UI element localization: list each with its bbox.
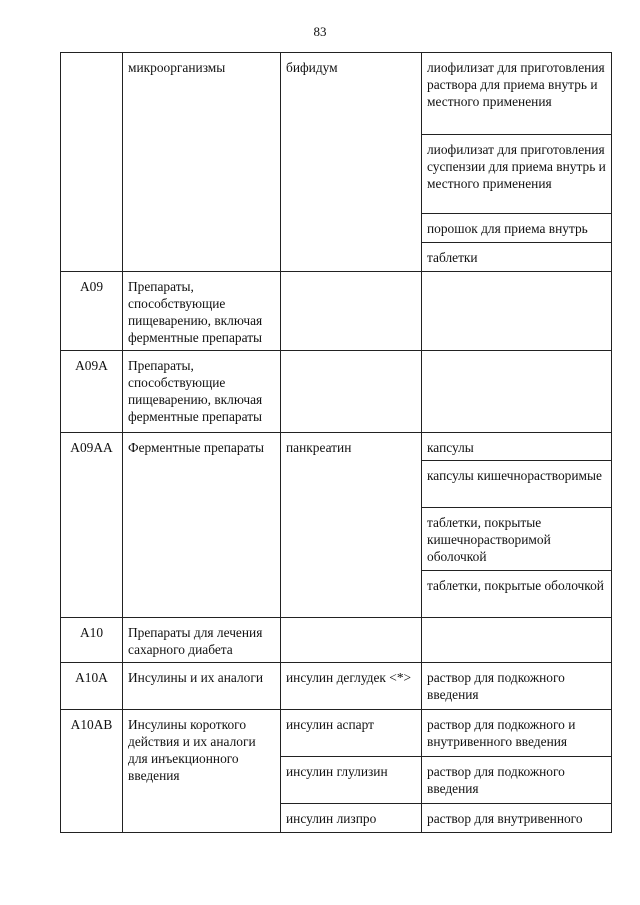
table-row	[61, 433, 612, 461]
substance-cell: бифидум	[281, 53, 422, 272]
form-cell: капсулы	[422, 433, 612, 461]
substance-cell	[281, 272, 422, 351]
form-cell: таблетки	[422, 243, 612, 272]
form-cell: таблетки, покрытые оболочкой	[422, 571, 612, 618]
form-cell	[422, 351, 612, 433]
table-row	[61, 618, 612, 663]
atc-code-cell: A09	[61, 272, 123, 351]
atc-code-cell: A10	[61, 618, 123, 663]
substance-cell	[281, 618, 422, 663]
substance-cell: инсулин деглудек <*>	[281, 663, 422, 710]
form-cell: лиофилизат для приготовления раствора для приема внутрь и местного применения	[422, 53, 612, 135]
table-row	[61, 351, 612, 433]
form-cell: таблетки, покрытые кишечнорастворимой оболочкой	[422, 508, 612, 571]
group-cell: Препараты, способствующие пищеварению, включая ферментные препараты	[123, 351, 281, 433]
atc-code-cell: A10AB	[61, 710, 123, 833]
form-cell	[422, 618, 612, 663]
group-cell: микроорганизмы	[123, 53, 281, 272]
substance-cell: инсулин глулизин	[281, 757, 422, 804]
form-cell: раствор для подкожного введения	[422, 757, 612, 804]
table-row	[61, 53, 612, 135]
table-row	[61, 710, 612, 757]
form-cell: порошок для приема внутрь	[422, 214, 612, 243]
group-cell: Препараты для лечения сахарного диабета	[123, 618, 281, 663]
page-number: 83	[313, 24, 327, 39]
form-cell: капсулы кишечнорастворимые	[422, 461, 612, 508]
drug-table	[60, 52, 612, 833]
atc-code-cell: A10A	[61, 663, 123, 710]
substance-cell: панкреатин	[281, 433, 422, 618]
table-row	[61, 663, 612, 710]
group-cell: Инсулины и их аналоги	[123, 663, 281, 710]
atc-code-cell	[61, 53, 123, 272]
atc-code-cell: A09AA	[61, 433, 123, 618]
substance-cell	[281, 351, 422, 433]
table-row	[61, 272, 612, 351]
form-cell: раствор для внутривенного	[422, 804, 612, 833]
group-cell: Инсулины короткого действия и их аналоги для инъекционного введения	[123, 710, 281, 833]
substance-cell: инсулин аспарт	[281, 710, 422, 757]
form-cell: лиофилизат для приготовления суспензии для приема внутрь и местного применения	[422, 135, 612, 214]
atc-code-cell: A09A	[61, 351, 123, 433]
form-cell	[422, 272, 612, 351]
substance-cell: инсулин лизпро	[281, 804, 422, 833]
group-cell: Препараты, способствующие пищеварению, включая ферментные препараты	[123, 272, 281, 351]
form-cell: раствор для подкожного введения	[422, 663, 612, 710]
form-cell: раствор для подкожного и внутривенного введения	[422, 710, 612, 757]
group-cell: Ферментные препараты	[123, 433, 281, 618]
